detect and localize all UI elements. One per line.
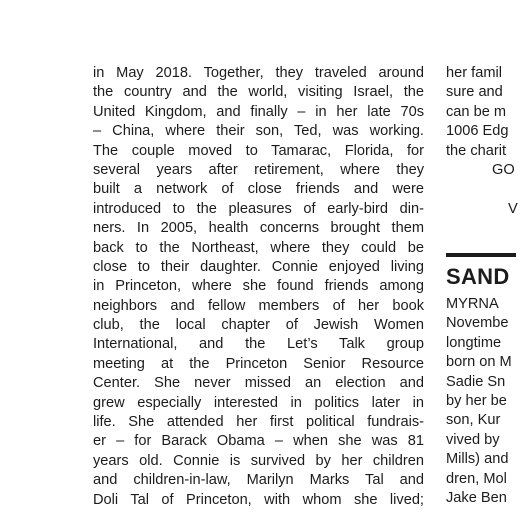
text-line: The couple moved to Tamarac, Florida, for <box>93 142 424 159</box>
obituary-left-column <box>93 64 424 510</box>
text-line: the country and the world, visiting Israel, the <box>93 84 424 101</box>
text-line: – China, where their son, Ted, was working. <box>93 123 424 140</box>
text-line: life. She attended her first political fundrais- <box>93 414 424 431</box>
text-line: dren, Mol <box>446 470 507 487</box>
text-line: by her be <box>446 392 507 409</box>
text-line: meeting at the Princeton Senior Resource <box>93 355 424 372</box>
text-line: Sadie Sn <box>446 373 506 390</box>
text-line: neighbors and fellow members of her book <box>93 297 424 314</box>
text-line: several years after retirement, where they <box>93 161 424 178</box>
text-line: built a network of close friends and were <box>93 181 424 198</box>
text-line: V <box>508 200 518 217</box>
obituary-right-column-bottom <box>446 295 512 508</box>
text-line: er – for Barack Obama – when she was 81 <box>93 433 424 450</box>
text-line: introduced to the pleasures of early-bird din- <box>93 200 424 217</box>
text-line <box>446 180 526 199</box>
text-line: Novembe <box>446 315 509 332</box>
text-line: back to the Northeast, where they could be <box>93 239 424 256</box>
text-line: in May 2018. Together, they traveled around <box>93 65 424 81</box>
text-line: the charit <box>446 142 507 159</box>
text-line: and children-in-law, Marilyn Marks Tal and <box>93 472 424 489</box>
text-line: United Kingdom, and finally – in her late 70s <box>93 103 424 120</box>
text-line: close to their daughter. Connie enjoyed living <box>93 258 424 275</box>
text-line: son, Kur <box>446 412 501 429</box>
text-line: ners. In 2005, health concerns brought them <box>93 220 424 237</box>
text-line: club, the local chapter of Jewish Women <box>93 317 424 334</box>
text-line: born on M <box>446 354 512 371</box>
text-line: Jake Ben <box>446 489 507 506</box>
text-line: sure and <box>446 84 503 101</box>
text-line: Center. She never missed an election and <box>93 375 424 392</box>
text-line: years old. Connie is survived by her children <box>93 452 424 469</box>
text-line: Mills) and <box>446 451 509 468</box>
text-line: her famil <box>446 65 502 81</box>
text-line: 1006 Edg <box>446 123 509 140</box>
text-line: GO <box>492 161 515 178</box>
section-divider <box>446 253 516 257</box>
text-line: can be m <box>446 103 507 120</box>
obituary-heading: SAND <box>446 264 510 289</box>
text-line: in Princeton, where she found friends among <box>93 278 424 295</box>
text-line: vived by <box>446 431 500 448</box>
text-line: longtime <box>446 334 502 351</box>
text-line: grew especially interested in politics later in <box>93 394 424 411</box>
text-line: MYRNA <box>446 296 499 312</box>
text-line: International, and the Let’s Talk group <box>93 336 424 353</box>
text-line: Doli Tal of Princeton, with whom she lived; <box>93 491 424 508</box>
